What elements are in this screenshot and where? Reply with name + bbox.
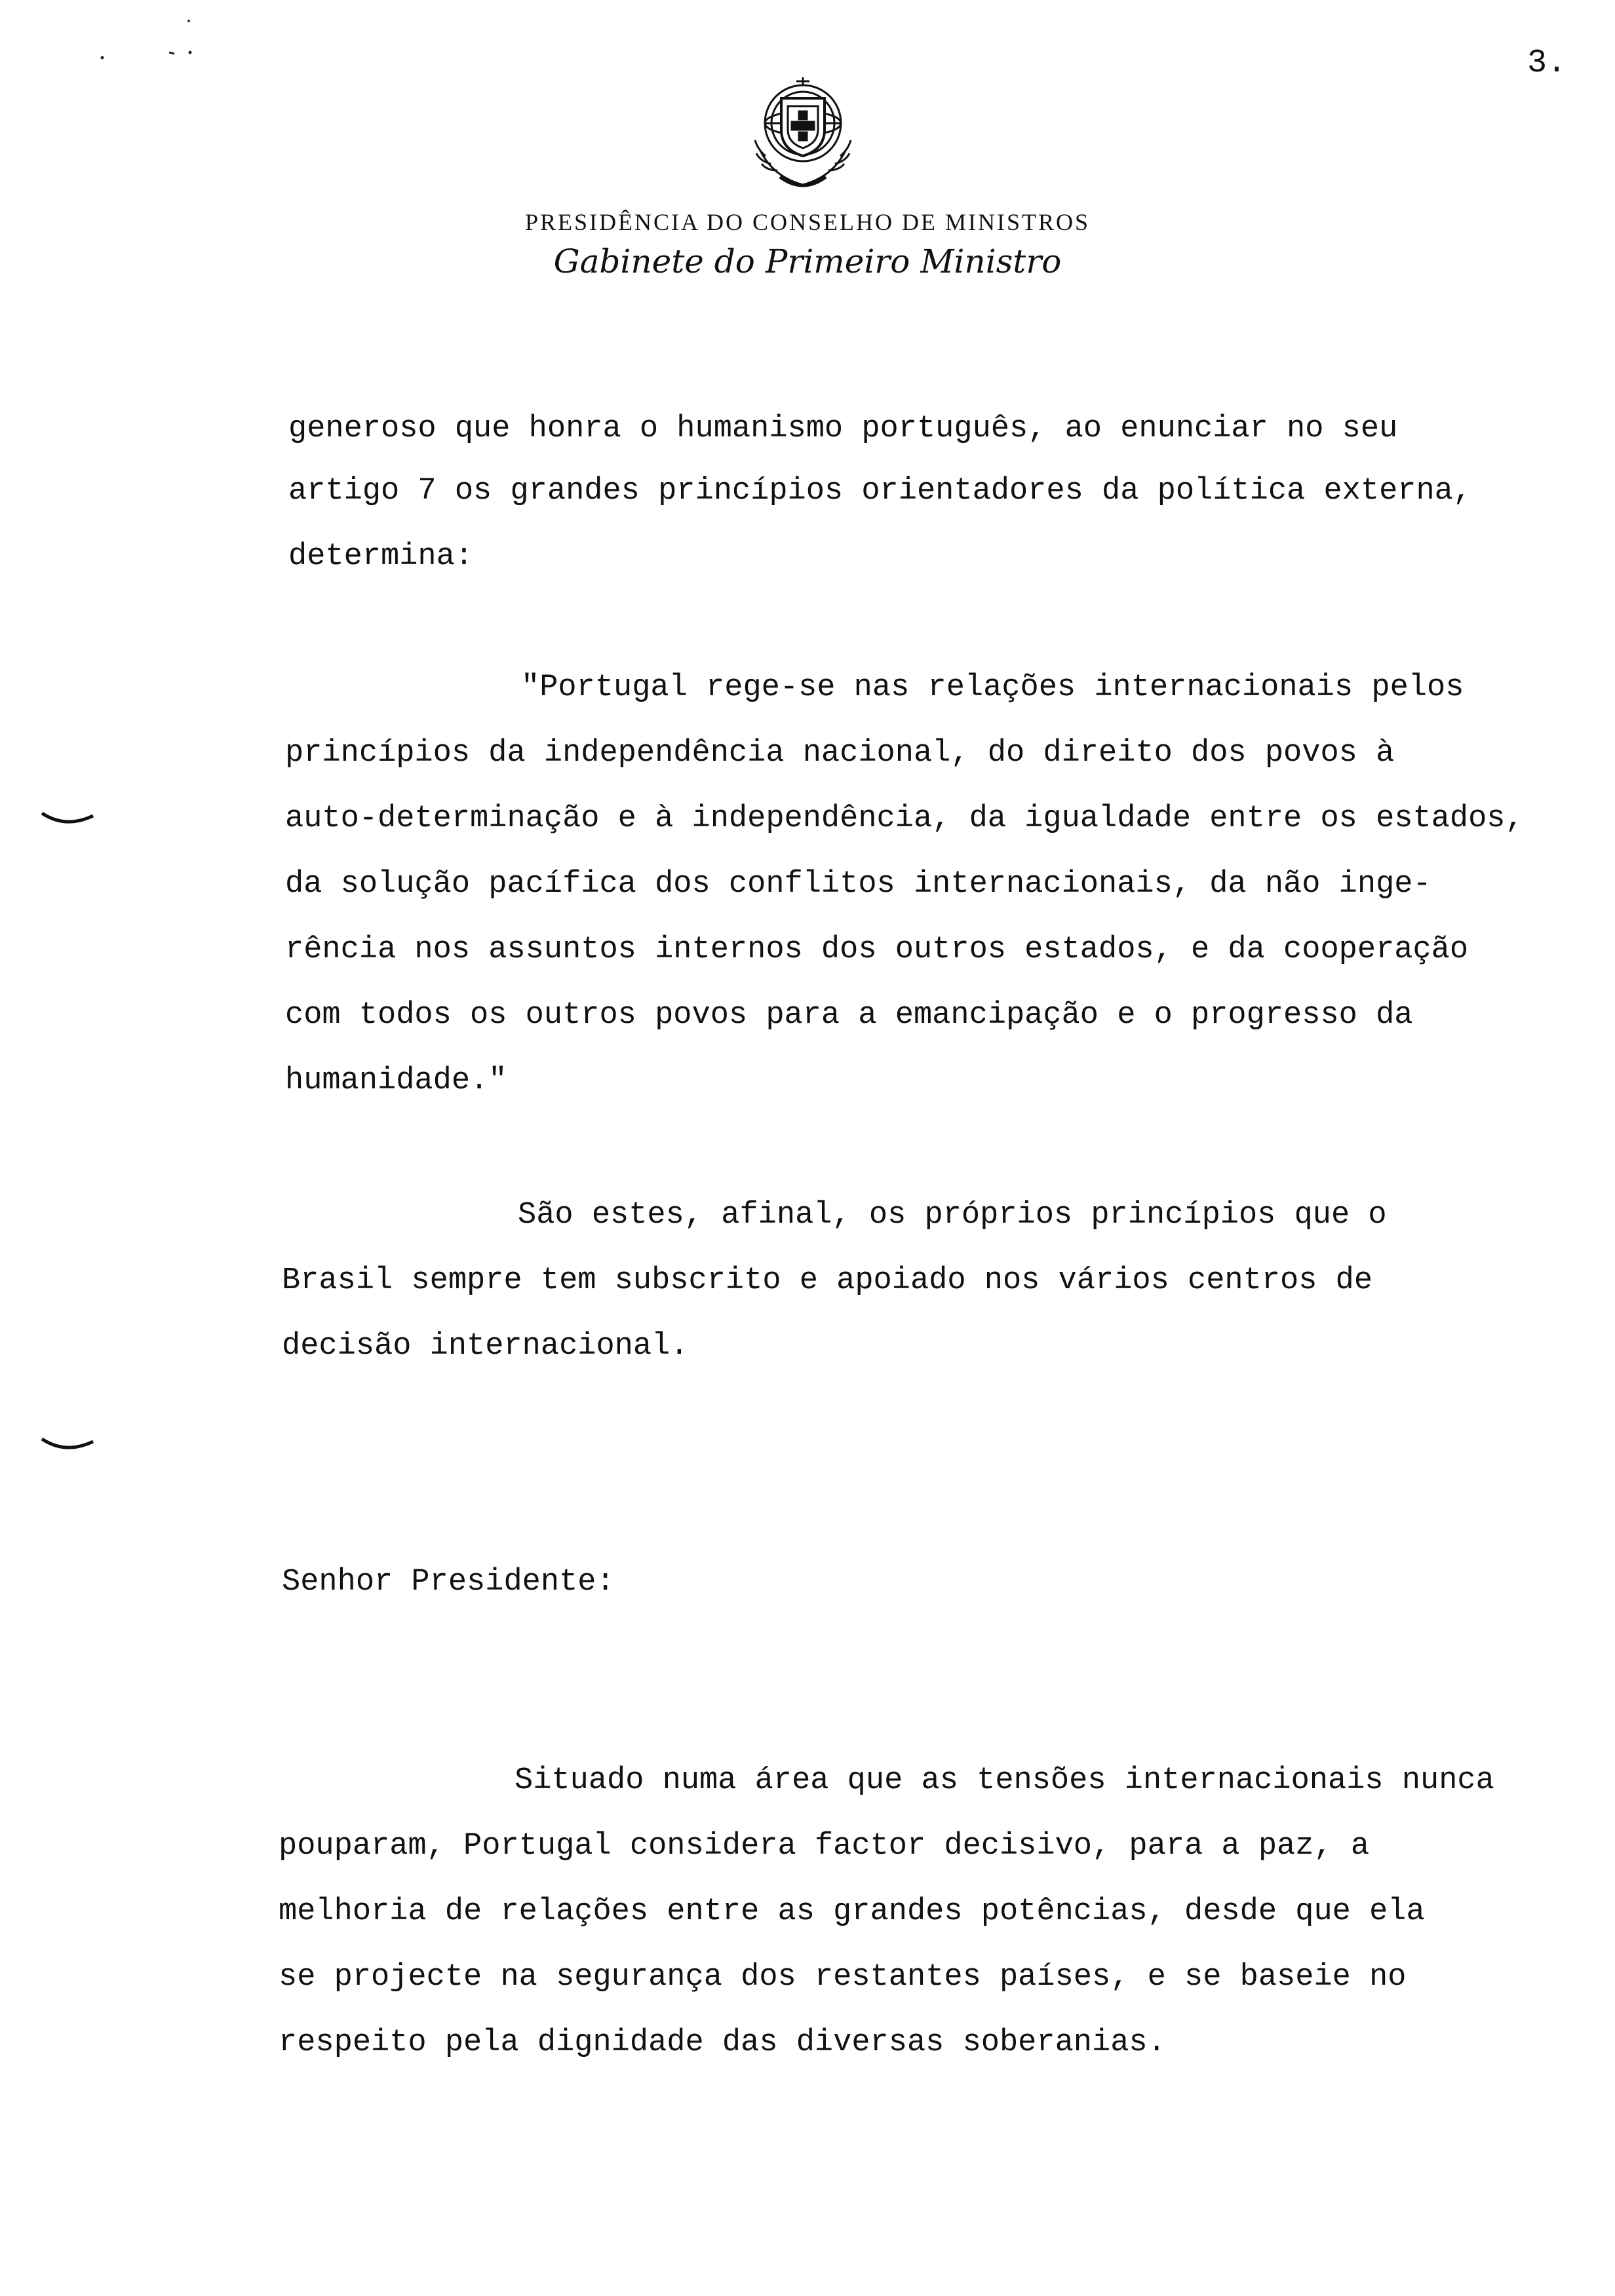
brazil-line: São estes, afinal, os próprios princípios que o bbox=[518, 1198, 1387, 1233]
final-line: Situado numa área que as tensões internacionais nunca bbox=[515, 1763, 1494, 1798]
coat-of-arms-icon bbox=[741, 72, 865, 197]
quote-line: da solução pacífica dos conflitos internacionais, da não inge- bbox=[285, 867, 1431, 902]
quote-line: princípios da independência nacional, do direito dos povos à bbox=[285, 736, 1395, 771]
quote-line: com todos os outros povos para a emancipação e o progresso da bbox=[285, 998, 1413, 1033]
salutation: Senhor Presidente: bbox=[282, 1565, 615, 1599]
institution-name: PRESIDÊNCIA DO CONSELHO DE MINISTROS bbox=[524, 209, 1091, 235]
quote-line: auto-determinação e à independência, da igualdade entre os estados, bbox=[285, 801, 1524, 836]
punch-hole-mark bbox=[39, 1435, 98, 1455]
quote-line: "Portugal rege-se nas relações internacionais pelos bbox=[521, 670, 1464, 705]
scan-speck-marks bbox=[92, 13, 210, 66]
punch-hole-mark bbox=[39, 809, 98, 829]
final-line: melhoria de relações entre as grandes potências, desde que ela bbox=[279, 1894, 1425, 1929]
quote-line: humanidade." bbox=[285, 1063, 507, 1098]
intro-line: generoso que honra o humanismo português, ao enunciar no seu bbox=[288, 411, 1398, 446]
final-line: pouparam, Portugal considera factor decisivo, para a paz, a bbox=[279, 1829, 1370, 1864]
cabinet-name: Gabinete do Primeiro Ministro bbox=[553, 242, 1062, 280]
page-number: 3. bbox=[1527, 45, 1567, 82]
brazil-line: decisão internacional. bbox=[282, 1329, 689, 1364]
final-line: respeito pela dignidade das diversas soberanias. bbox=[279, 2025, 1166, 2060]
brazil-line: Brasil sempre tem subscrito e apoiado nos vários centros de bbox=[282, 1263, 1373, 1298]
final-line: se projecte na segurança dos restantes países, e se baseie no bbox=[279, 1960, 1407, 1995]
intro-line: determina: bbox=[288, 539, 474, 574]
quote-line: rência nos assuntos internos dos outros estados, e da cooperação bbox=[285, 932, 1469, 967]
intro-line: artigo 7 os grandes princípios orientadores da política externa, bbox=[288, 474, 1472, 508]
